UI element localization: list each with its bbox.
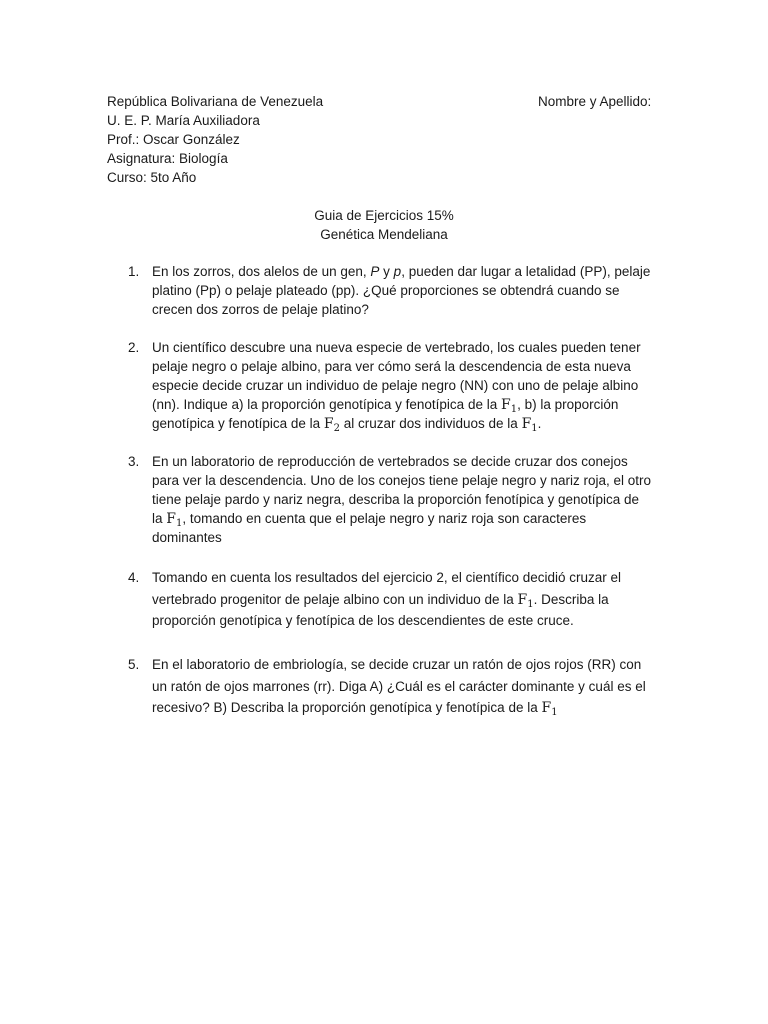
question-line: vertebrado progenitor de pelaje albino con un individuo de la $F_1$. Describa la bbox=[152, 591, 609, 610]
question-line: En un laboratorio de reproducción de vertebrados se decide cruzar dos conejos bbox=[152, 454, 628, 469]
question-number: 1. bbox=[128, 264, 140, 279]
question-line: (nn). Indique a) la proporción genotípica y fenotípica de la $F_1$, b) la proporción bbox=[152, 397, 619, 415]
question-number: 5. bbox=[128, 657, 140, 672]
question-line: genotípica y fenotípica de la $F_2$ al cruzar dos individuos de la $F_1$. bbox=[152, 416, 542, 434]
question-line: platino (Pp) o pelaje plateado (pp). ¿Qué proporciones se obtendrá cuando se bbox=[152, 283, 620, 298]
question-line: proporción genotípica y fenotípica de los descendientes de este cruce. bbox=[152, 613, 574, 628]
header-course: Curso: 5to Año bbox=[107, 170, 197, 185]
question-text bbox=[152, 338, 672, 433]
question-line: Tomando en cuenta los resultados del ejercicio 2, el científico decidió cruzar el bbox=[152, 570, 622, 585]
question-line: En el laboratorio de embriología, se decide cruzar un ratón de ojos rojos (RR) con bbox=[152, 657, 642, 672]
student-name-label: Nombre y Apellido: bbox=[538, 94, 652, 109]
title-line-2: Genética Mendeliana bbox=[320, 227, 448, 242]
question-text bbox=[152, 262, 672, 319]
header-country: República Bolivariana de Venezuela bbox=[107, 94, 324, 109]
question-line: dominantes bbox=[152, 530, 222, 545]
question-text bbox=[152, 655, 672, 720]
question-line: recesivo? B) Describa la proporción genotípica y fenotípica de la $F_1$ bbox=[152, 700, 558, 718]
school-header bbox=[107, 92, 323, 187]
question-number: 3. bbox=[128, 454, 140, 469]
question-text bbox=[152, 452, 672, 547]
question-line: para ver la descendencia. Uno de los conejos tiene pelaje negro y nariz roja, el otro bbox=[152, 473, 652, 488]
header-subject: Asignatura: Biología bbox=[107, 151, 228, 166]
header-teacher: Prof.: Oscar González bbox=[107, 132, 240, 147]
question-line: un ratón de ojos marrones (rr). Diga A) ¿Cuál es el carácter dominante y cuál es el bbox=[152, 678, 646, 694]
question-line: especie decide cruzar un individuo de pelaje negro (NN) con uno de pelaje albino bbox=[152, 378, 639, 393]
question-line: tiene pelaje pardo y nariz negra, describa la proporción fenotípica y genotípica de bbox=[152, 492, 640, 507]
question-line: En los zorros, dos alelos de un gen, P y p, pueden dar lugar a letalidad (PP), pelaje bbox=[152, 264, 651, 279]
header-school: U. E. P. María Auxiliadora bbox=[107, 113, 260, 128]
question-number: 4. bbox=[128, 570, 140, 585]
question-line: crecen dos zorros de pelaje platino? bbox=[152, 302, 369, 317]
question-line: pelaje negro o pelaje albino, para ver cómo será la descendencia de esta nueva bbox=[152, 359, 631, 374]
title-line-1: Guia de Ejercicios 15% bbox=[314, 208, 454, 223]
document-title bbox=[0, 206, 768, 244]
question-number: 2. bbox=[128, 340, 140, 355]
question-text bbox=[152, 568, 672, 633]
question-line: la $F_1$, tomando en cuenta que el pelaje negro y nariz roja son caracteres bbox=[152, 511, 587, 529]
question-line: Un científico descubre una nueva especie de vertebrado, los cuales pueden tener bbox=[152, 340, 641, 355]
